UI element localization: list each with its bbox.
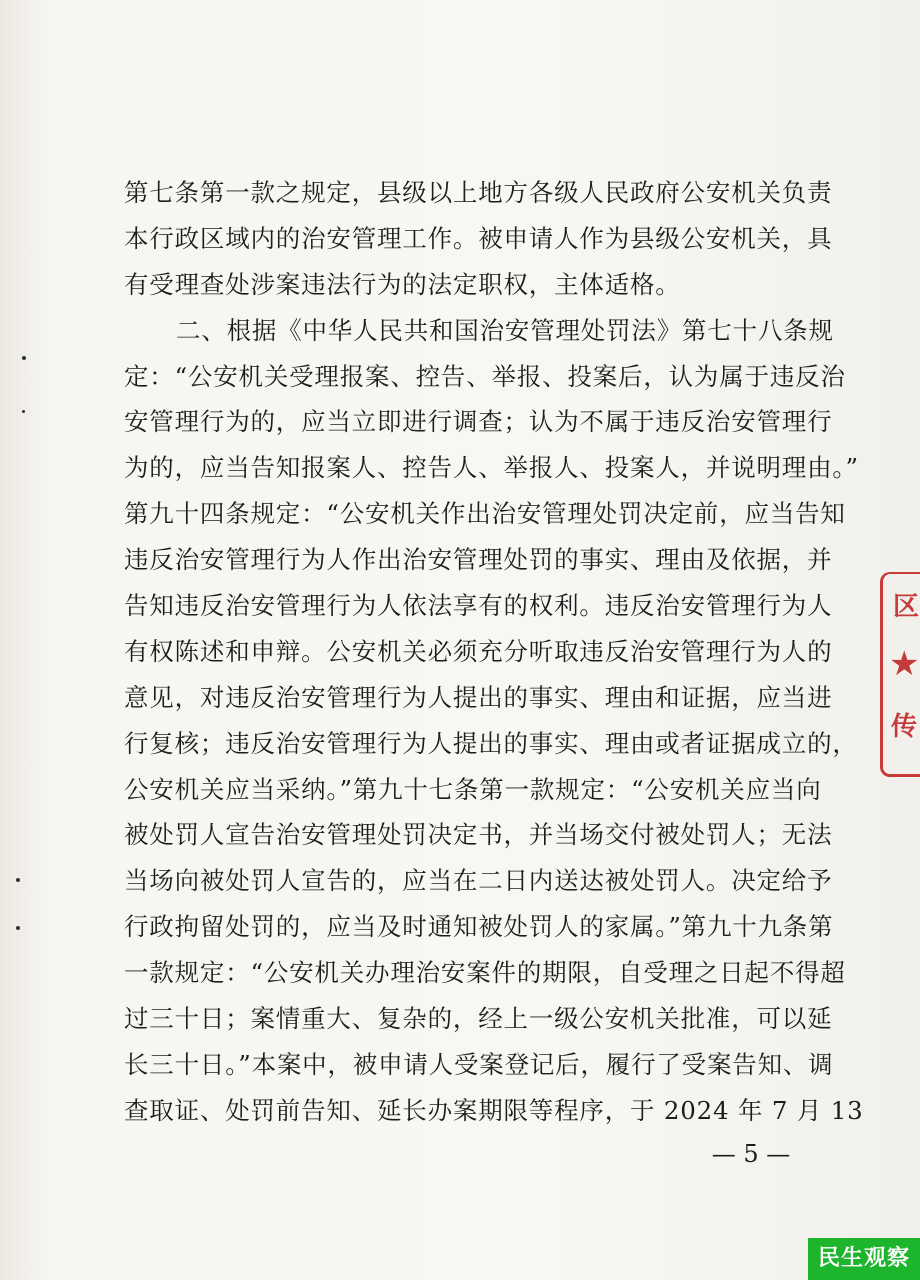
source-watermark: 民生观察: [808, 1238, 920, 1280]
text-line: 长三十日。”本案中，被申请人受案登记后，履行了受案告知、调: [124, 1049, 834, 1079]
page-number: — 5 —: [711, 1140, 791, 1168]
document-body: [124, 170, 864, 1134]
text-line: 查取证、处罚前告知、延长办案期限等程序，于 2024 年 7 月 13: [124, 1095, 864, 1125]
text-line: 第九十四条规定：“公安机关作出治安管理处罚决定前，应当告知: [124, 499, 846, 529]
text-line: 意见，对违反治安管理行为人提出的事实、理由和证据，应当进: [124, 682, 833, 712]
binding-hole-mark: [16, 926, 20, 930]
binding-hole-mark: [22, 410, 25, 413]
text-line: 一款规定：“公安机关办理治安案件的期限，自受理之日起不得超: [124, 958, 846, 988]
text-line: 安管理行为的，应当立即进行调查；认为不属于违反治安管理行: [124, 407, 833, 437]
text-line: 有受理查处涉案违法行为的法定职权，主体适格。: [124, 269, 681, 299]
seal-char: 区: [893, 592, 920, 622]
text-line: 告知违反治安管理行为人依法享有的权利。违反治安管理行为人: [124, 591, 833, 621]
text-line: 定：“公安机关受理报案、控告、举报、投案后，认为属于违反治: [124, 361, 846, 391]
text-line: 有权陈述和申辩。公安机关必须充分听取违反治安管理行为人的: [124, 636, 833, 666]
binding-hole-mark: [22, 356, 26, 360]
official-seal: [880, 572, 920, 777]
text-line: 过三十日；案情重大、复杂的，经上一级公安机关批准，可以延: [124, 1004, 833, 1034]
seal-star-icon: ★: [889, 644, 920, 684]
text-line: 行政拘留处罚的，应当及时通知被处罚人的家属。”第九十九条第: [124, 912, 834, 942]
text-line: 违反治安管理行为人作出治安管理处罚的事实、理由及依据，并: [124, 545, 833, 575]
text-line: 行复核；违反治安管理行为人提出的事实、理由或者证据成立的，: [124, 728, 858, 758]
text-line: 被处罚人宣告治安管理处罚决定书，并当场交付被处罚人；无法: [124, 820, 833, 850]
text-line: 为的，应当告知报案人、控告人、举报人、投案人，并说明理由。”: [124, 453, 859, 483]
text-line: 第七条第一款之规定，县级以上地方各级人民政府公安机关负责: [124, 178, 833, 207]
binding-hole-mark: [16, 878, 20, 882]
text-line: 公安机关应当采纳。”第九十七条第一款规定：“公安机关应当向: [124, 774, 822, 804]
text-line: 当场向被处罚人宣告的，应当在二日内送达被处罚人。决定给予: [124, 866, 833, 896]
text-line: 二、根据《中华人民共和国治安管理处罚法》第七十八条规: [176, 315, 834, 345]
text-line: 本行政区域内的治安管理工作。被申请人作为县级公安机关，具: [124, 223, 833, 253]
seal-char: 传: [891, 712, 918, 742]
